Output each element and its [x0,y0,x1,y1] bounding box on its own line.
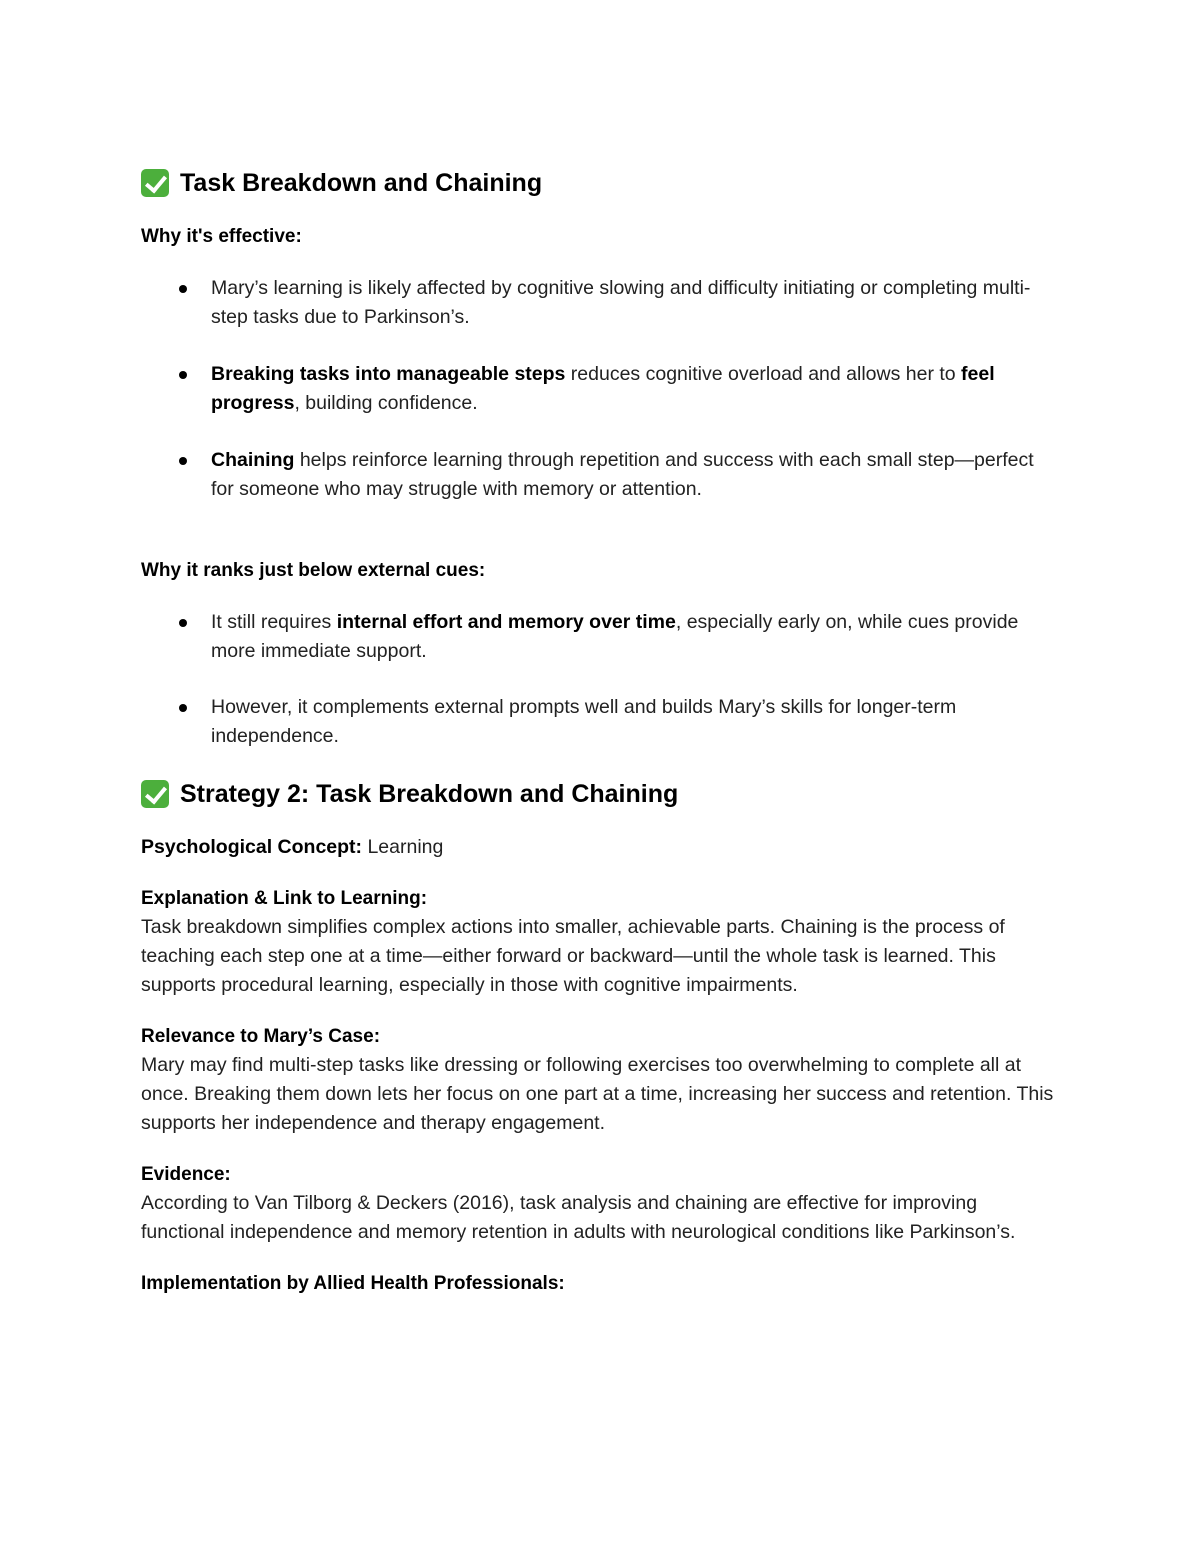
list-item-text: reduces cognitive overload and allows her to [565,363,962,385]
list-item-bold: internal effort and memory over time [336,611,676,633]
check-mark-icon [141,169,169,197]
list-item [141,608,1061,666]
section1-title: Task Breakdown and Chaining [180,169,543,197]
concept-paragraph [141,833,1061,862]
relevance-label: Relevance to Mary’s Case: [141,1026,381,1047]
bullet-icon [179,704,187,712]
evidence-label: Evidence: [141,1164,231,1185]
section2-title: Strategy 2: Task Breakdown and Chaining [180,780,679,808]
list-item-bold: Chaining [211,449,295,471]
list-item [141,274,1061,332]
check-mark-icon [141,780,169,808]
why-effective-list [141,274,1061,504]
explanation-text: Task breakdown simplifies complex actions into smaller, achievable parts. Chaining is the process of teaching each step one at a time—either forward or backward—until the whole task is learned. This supports procedural learning, especially in those with cognitive impairments. [141,916,1005,996]
evidence-text: According to Van Tilborg & Deckers (2016), task analysis and chaining are effective for improving functional independence and memory retention in adults with neurological conditions like Parkinson’s. [141,1192,1016,1243]
list-item-text: , especially early on, while cues provide more immediate support. [211,611,1019,662]
why-ranks-label: Why it ranks just below external cues: [141,560,486,581]
implementation-label: Implementation by Allied Health Professionals: [141,1273,565,1294]
list-item-text: helps reinforce learning through repetition and success with each small step—perfect for someone who may struggle with memory or attention. [211,449,1034,500]
explanation-label: Explanation & Link to Learning: [141,888,428,909]
list-item-text: Mary’s learning is likely affected by cognitive slowing and difficulty initiating or completing multi-step tasks due to Parkinson’s. [211,277,1031,328]
document-page [141,166,1061,1298]
section2-heading [141,777,1061,811]
section1-heading [141,166,1061,200]
bullet-icon [179,619,187,627]
list-item-bold: feel progress [211,363,995,414]
why-ranks-list [141,608,1061,751]
list-item-bold: Breaking tasks into manageable steps [211,363,566,385]
list-item [141,360,1061,418]
list-item [141,446,1061,504]
list-item-text: , building confidence. [294,392,478,414]
concept-label: Psychological Concept: [141,836,363,858]
list-item [141,693,1061,751]
relevance-text: Mary may find multi-step tasks like dressing or following exercises too overwhelming to complete all at once. Breaking them down lets her focus on one part at a time, increasing her success and retention. This supports her independence and therapy engagement. [141,1054,1054,1134]
concept-value: Learning [362,836,444,858]
bullet-icon [179,457,187,465]
bullet-icon [179,285,187,293]
list-item-text: However, it complements external prompts well and builds Mary’s skills for longer-term independence. [211,696,957,747]
why-effective-label: Why it's effective: [141,226,302,247]
list-item-text: It still requires [211,611,337,633]
bullet-icon [179,371,187,379]
